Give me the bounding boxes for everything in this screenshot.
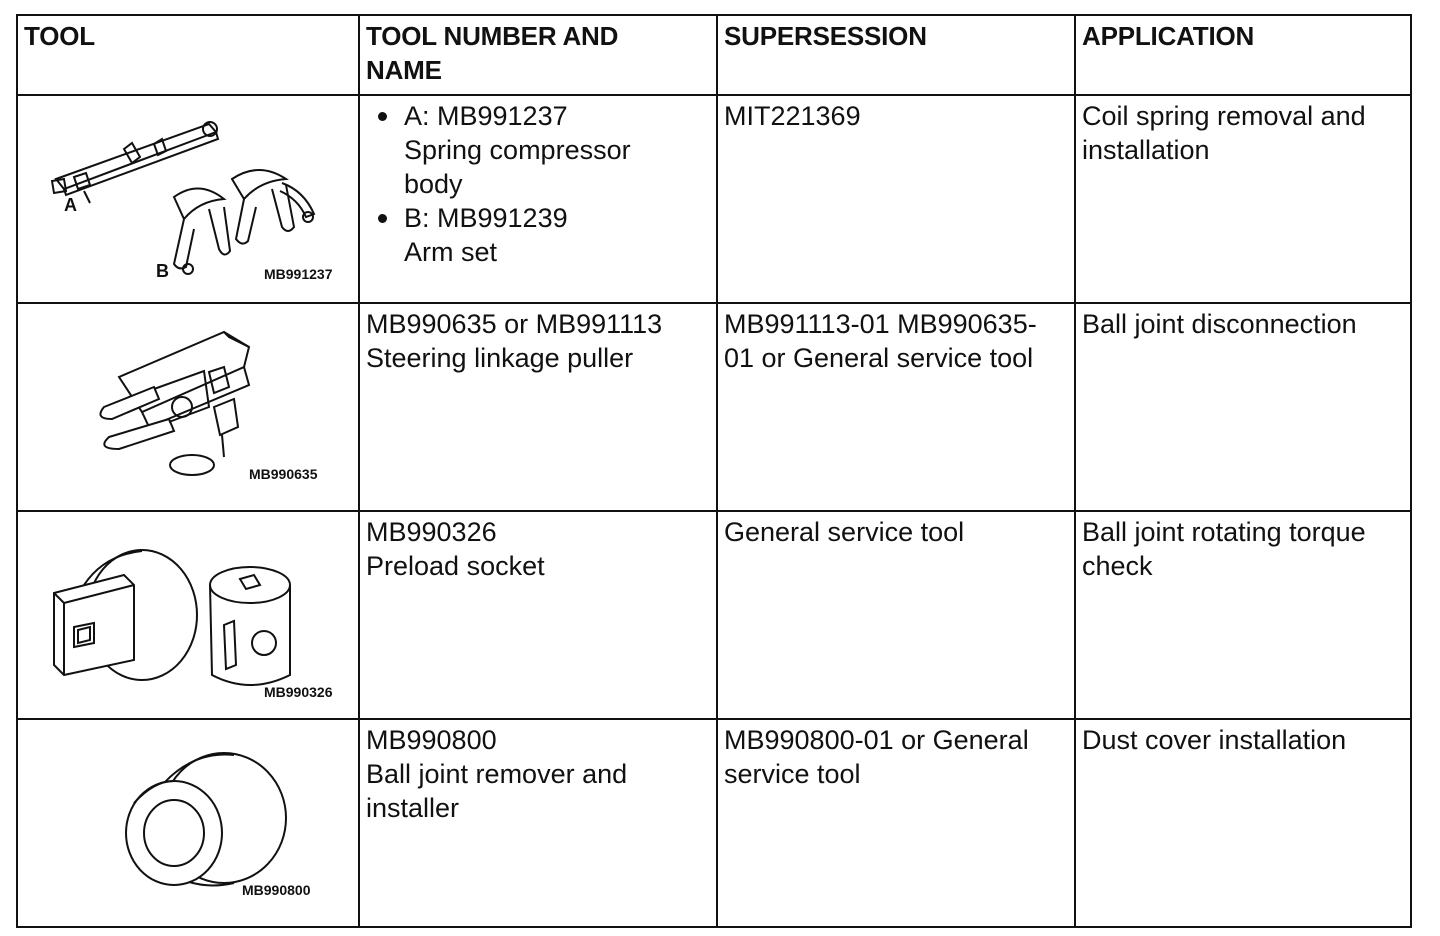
header-tool-number-and-name (359, 15, 717, 95)
name-line: MB990326 (366, 517, 497, 547)
supersession-cell (717, 719, 1075, 927)
figure-code-label: MB990635 (249, 466, 318, 482)
figure-code-label: MB990800 (242, 882, 311, 898)
header-supersession: SUPERSESSION (717, 15, 1075, 95)
supersession-cell (717, 95, 1075, 303)
item-line: Arm set (404, 237, 498, 267)
table-row (17, 303, 1411, 511)
tool-number-name-cell (359, 719, 717, 927)
application-line: Ball joint rotating torque (1082, 517, 1366, 547)
header-number-name-line2: NAME (366, 55, 442, 85)
name-line: Ball joint remover and (366, 759, 628, 789)
application-line: installation (1082, 135, 1210, 165)
tool-item-list (366, 99, 710, 269)
table-row (17, 95, 1411, 303)
supersession-line: MB991113-01 MB990635- (724, 309, 1037, 339)
name-line: Preload socket (366, 551, 545, 581)
application-line: Ball joint disconnection (1082, 309, 1357, 339)
header-number-name-line1: TOOL NUMBER AND (366, 21, 619, 51)
item-line: body (404, 169, 463, 199)
ball-joint-remover-illustration (24, 723, 364, 923)
supersession-line: 01 or General service tool (724, 343, 1034, 373)
preload-socket-illustration (24, 515, 364, 715)
supersession-line: MIT221369 (724, 101, 861, 131)
list-item (366, 201, 710, 269)
application-cell (1075, 511, 1411, 719)
item-line: B: MB991239 (404, 203, 568, 233)
figure-part-a-label: A (64, 195, 77, 215)
special-tools-table (16, 14, 1412, 928)
tool-number-name-cell (359, 303, 717, 511)
list-item (366, 99, 710, 201)
supersession-line: MB990800-01 or General (724, 725, 1029, 755)
header-tool: TOOL (17, 15, 359, 95)
name-line: installer (366, 793, 460, 823)
supersession-cell (717, 303, 1075, 511)
name-line: MB990635 or MB991113 (366, 309, 663, 339)
table-row (17, 719, 1411, 927)
application-line: Dust cover installation (1082, 725, 1347, 755)
supersession-line: General service tool (724, 517, 965, 547)
tool-number-name-cell (359, 511, 717, 719)
tool-figure-cell (17, 303, 359, 511)
tool-figure-cell (17, 719, 359, 927)
header-application: APPLICATION (1075, 15, 1411, 95)
spring-compressor-illustration (24, 99, 364, 299)
table-row (17, 511, 1411, 719)
name-line: Steering linkage puller (366, 343, 634, 373)
tool-figure-cell (17, 95, 359, 303)
application-cell (1075, 303, 1411, 511)
figure-code-label: MB990326 (264, 684, 333, 700)
name-line: MB990800 (366, 725, 497, 755)
table-header-row (17, 15, 1411, 95)
supersession-cell (717, 511, 1075, 719)
steering-linkage-puller-illustration (24, 307, 364, 507)
application-line: Coil spring removal and (1082, 101, 1366, 131)
item-line: Spring compressor (404, 135, 631, 165)
application-cell (1075, 719, 1411, 927)
item-line: A: MB991237 (404, 101, 568, 131)
tool-number-name-cell (359, 95, 717, 303)
application-cell (1075, 95, 1411, 303)
application-line: check (1082, 551, 1153, 581)
figure-code-label: MB991237 (264, 266, 333, 282)
tool-figure-cell (17, 511, 359, 719)
figure-part-b-label: B (156, 261, 169, 281)
supersession-line: service tool (724, 759, 861, 789)
